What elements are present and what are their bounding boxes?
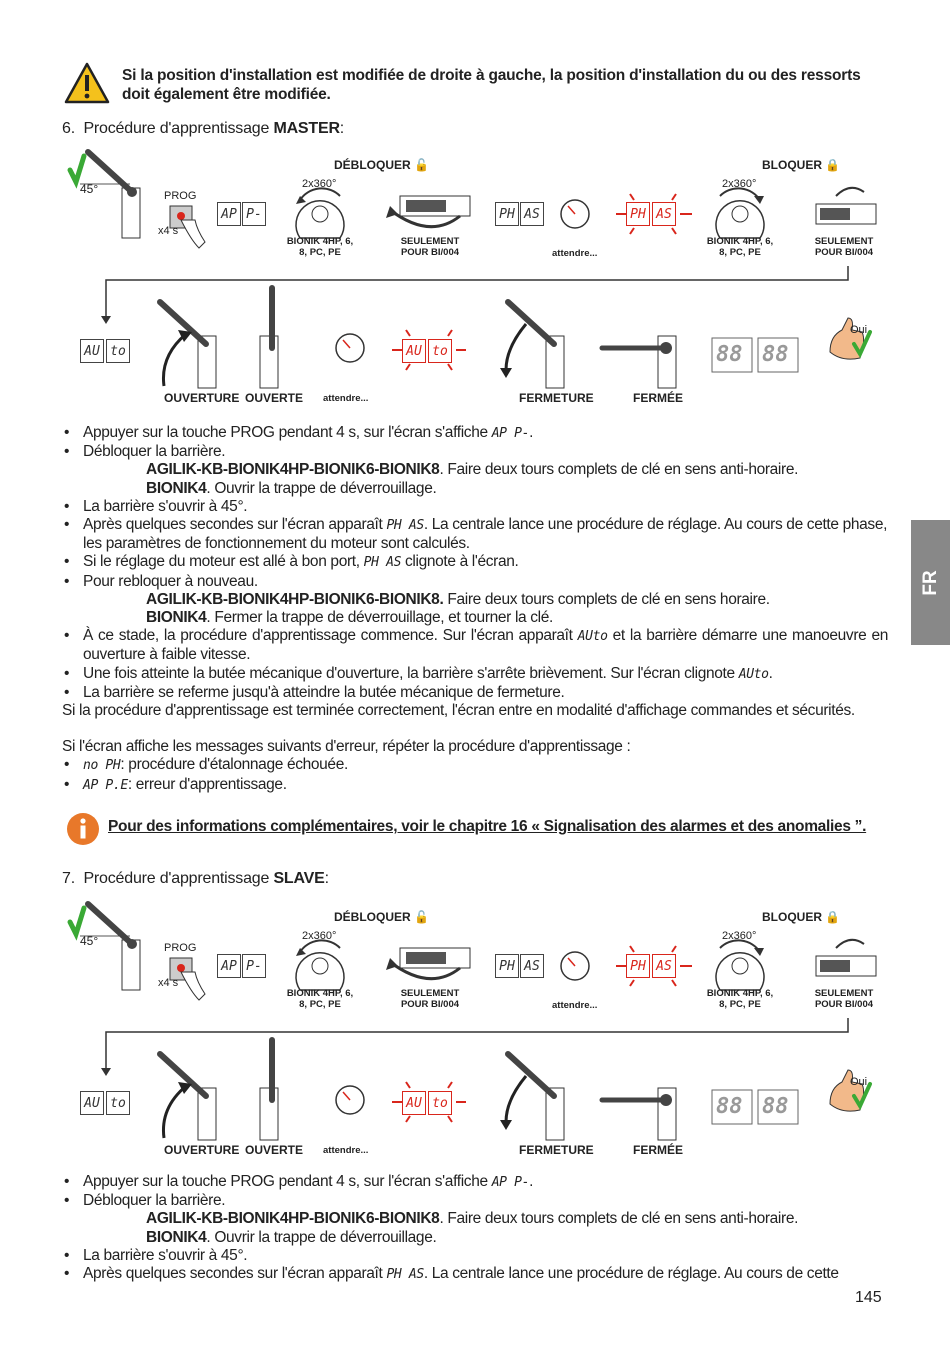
warning-text: Si la position d'installation est modifiée de droite à gauche, la position d'installation du ou des ressorts doit également être modifiée. bbox=[122, 67, 861, 103]
prog-button-icon bbox=[177, 212, 185, 220]
closing-label: FERMETURE bbox=[519, 1143, 594, 1157]
display-88-left: 88 bbox=[716, 1094, 743, 1119]
wait-label-2: attendre... bbox=[323, 1145, 369, 1156]
yes-label: Oui bbox=[850, 324, 868, 336]
open-label: OUVERTE bbox=[245, 1143, 304, 1157]
display-ap: AP bbox=[217, 202, 241, 226]
display-as: AS bbox=[520, 202, 544, 226]
opening-label: OUVERTURE bbox=[164, 1143, 240, 1157]
seulement-label: SEULEMENT POUR BI/004 bbox=[400, 988, 460, 1010]
lock-label: BLOQUER 🔒 bbox=[762, 158, 841, 172]
wait-label: attendre... bbox=[552, 248, 598, 259]
display-ph: PH bbox=[495, 954, 519, 978]
x4s-label: x4 s bbox=[158, 977, 179, 989]
step-7-title: 7. Procédure d'apprentissage SLAVE: bbox=[62, 870, 329, 887]
display-to-blink: to bbox=[428, 1091, 452, 1115]
display-ap: AP bbox=[217, 954, 241, 978]
lock-label: BLOQUER 🔒 bbox=[762, 910, 841, 924]
seulement-label: SEULEMENT POUR BI/004 bbox=[400, 236, 460, 258]
closed-label: FERMÉE bbox=[633, 1143, 684, 1157]
turns-label: 2x360° bbox=[302, 178, 337, 190]
display-to-blink: to bbox=[428, 339, 452, 363]
display-p: P- bbox=[242, 954, 266, 978]
display-au: AU bbox=[80, 1091, 104, 1115]
wait-label: attendre... bbox=[552, 1000, 598, 1011]
check-icon bbox=[70, 908, 84, 934]
display-to: to bbox=[106, 339, 130, 363]
wait-label-2: attendre... bbox=[323, 393, 369, 404]
display-p: P- bbox=[242, 202, 266, 226]
display-as-blink: AS bbox=[652, 202, 676, 226]
language-tab: FR bbox=[911, 520, 950, 645]
info-link-text[interactable]: Pour des informations complémentaires, voir le chapitre 16 « Signalisation des alarmes et des anomalies ”. bbox=[108, 818, 867, 835]
display-au-blink: AU bbox=[402, 1091, 426, 1115]
seulement-label-2: SEULEMENT POUR BI/004 bbox=[814, 988, 874, 1010]
display-88-right: 88 bbox=[762, 1094, 789, 1119]
page-number: 145 bbox=[855, 1289, 882, 1306]
open-label: OUVERTE bbox=[245, 391, 304, 405]
lock-icon: 🔒 bbox=[825, 158, 841, 172]
check-icon bbox=[70, 156, 84, 182]
display-ph: PH bbox=[495, 202, 519, 226]
turns-label: 2x360° bbox=[302, 930, 337, 942]
bionik-label: BIONIK 4HP, 6, 8, PC, PE bbox=[286, 988, 354, 1010]
seulement-label-2: SEULEMENT POUR BI/004 bbox=[814, 236, 874, 258]
closed-label: FERMÉE bbox=[633, 391, 684, 405]
turns-label-2: 2x360° bbox=[722, 930, 757, 942]
prog-label: PROG bbox=[164, 190, 197, 202]
diagram-graphics bbox=[60, 148, 890, 408]
display-88-left: 88 bbox=[716, 342, 743, 367]
bionik-label: BIONIK 4HP, 6, 8, PC, PE bbox=[286, 236, 354, 258]
display-au-blink: AU bbox=[402, 339, 426, 363]
prog-label: PROG bbox=[164, 942, 197, 954]
info-icon bbox=[66, 812, 100, 846]
display-ph-blink: PH bbox=[626, 954, 650, 978]
angle-label: 45° bbox=[80, 182, 99, 196]
unlock-label: DÉBLOQUER 🔓 bbox=[334, 910, 429, 924]
display-as: AS bbox=[520, 954, 544, 978]
display-au: AU bbox=[80, 339, 104, 363]
prog-button-icon bbox=[177, 964, 185, 972]
warning-icon bbox=[64, 62, 110, 104]
master-instructions: • Appuyer sur la touche PROG pendant 4 s, sur l'écran s'affiche AP P-. • Débloquer la barrière. AGILIK-KB-BIONIK4HP-BIONIK6-BIONIK8. Faire deux tours complets de clé en sens anti-horaire. BIONIK4. Ouvrir la trappe de déverrouillage. • La barrière s'ouvrir à 45°. • Après quelques secondes sur l'écran apparaît PH AS. La centrale lance une procédure de réglage. Au cours de cette phase, les paramètres de fonctionnement du moteur sont calculés. • Si le réglage du moteur est allé à bon port, PH AS clignote à l'écran. • Pour rebloquer à nouveau. AGILIK-KB-BIONIK4HP-BIONIK6-BIONIK8. Faire deux tours complets de clé en sens horaire. BIONIK4. Fermer la trappe de déverrouillage, et tourner la clé. • À ce stade, la procédure d'apprentissage commence. Sur l'écran apparaît AUto et la barrière démarre une manoeuvre en ouverture à faible vitesse. • Une fois atteinte la butée mécanique d'ouverture, la barrière s'arrête brièvement. Sur l'écran clignote AUto. • La barrière se referme jusqu'à atteindre la butée mécanique de fermeture. Si la procédure d'apprentissage est terminée correctement, l'écran entre en modalité d'affichage commandes et sécurités. Si l'écran affiche les messages suivants d'erreur, répéter la procédure d'apprentissage : • no PH: procédure d'étalonnage échouée. • AP P.E: erreur d'apprentissage. bbox=[62, 424, 888, 795]
master-procedure-diagram bbox=[60, 148, 890, 408]
angle-label: 45° bbox=[80, 934, 99, 948]
closing-label: FERMETURE bbox=[519, 391, 594, 405]
display-to: to bbox=[106, 1091, 130, 1115]
slave-procedure-diagram bbox=[60, 900, 890, 1160]
display-88-right: 88 bbox=[762, 342, 789, 367]
display-as-blink: AS bbox=[652, 954, 676, 978]
unlock-icon: 🔓 bbox=[414, 158, 429, 172]
opening-label: OUVERTURE bbox=[164, 391, 240, 405]
step-6-title: 6. Procédure d'apprentissage MASTER: bbox=[62, 120, 345, 137]
bionik-label-2: BIONIK 4HP, 6, 8, PC, PE bbox=[706, 236, 774, 258]
unlock-label: DÉBLOQUER 🔓 bbox=[334, 158, 429, 172]
bionik-label-2: BIONIK 4HP, 6, 8, PC, PE bbox=[706, 988, 774, 1010]
x4s-label: x4 s bbox=[158, 225, 179, 237]
display-ph-blink: PH bbox=[626, 202, 650, 226]
diagram-graphics bbox=[60, 900, 890, 1160]
yes-label: Oui bbox=[850, 1076, 868, 1088]
unlock-icon: 🔓 bbox=[414, 910, 429, 924]
lock-icon: 🔒 bbox=[825, 910, 841, 924]
slave-instructions: • Appuyer sur la touche PROG pendant 4 s, sur l'écran s'affiche AP P-. • Débloquer la barrière. AGILIK-KB-BIONIK4HP-BIONIK6-BIONIK8. Faire deux tours complets de clé en sens anti-horaire. BIONIK4. Ouvrir la trappe de déverrouillage. • La barrière s'ouvrir à 45°. • Après quelques secondes sur l'écran apparaît PH AS. La centrale lance une procédure de réglage. Au cours de cette bbox=[62, 1173, 888, 1284]
turns-label-2: 2x360° bbox=[722, 178, 757, 190]
